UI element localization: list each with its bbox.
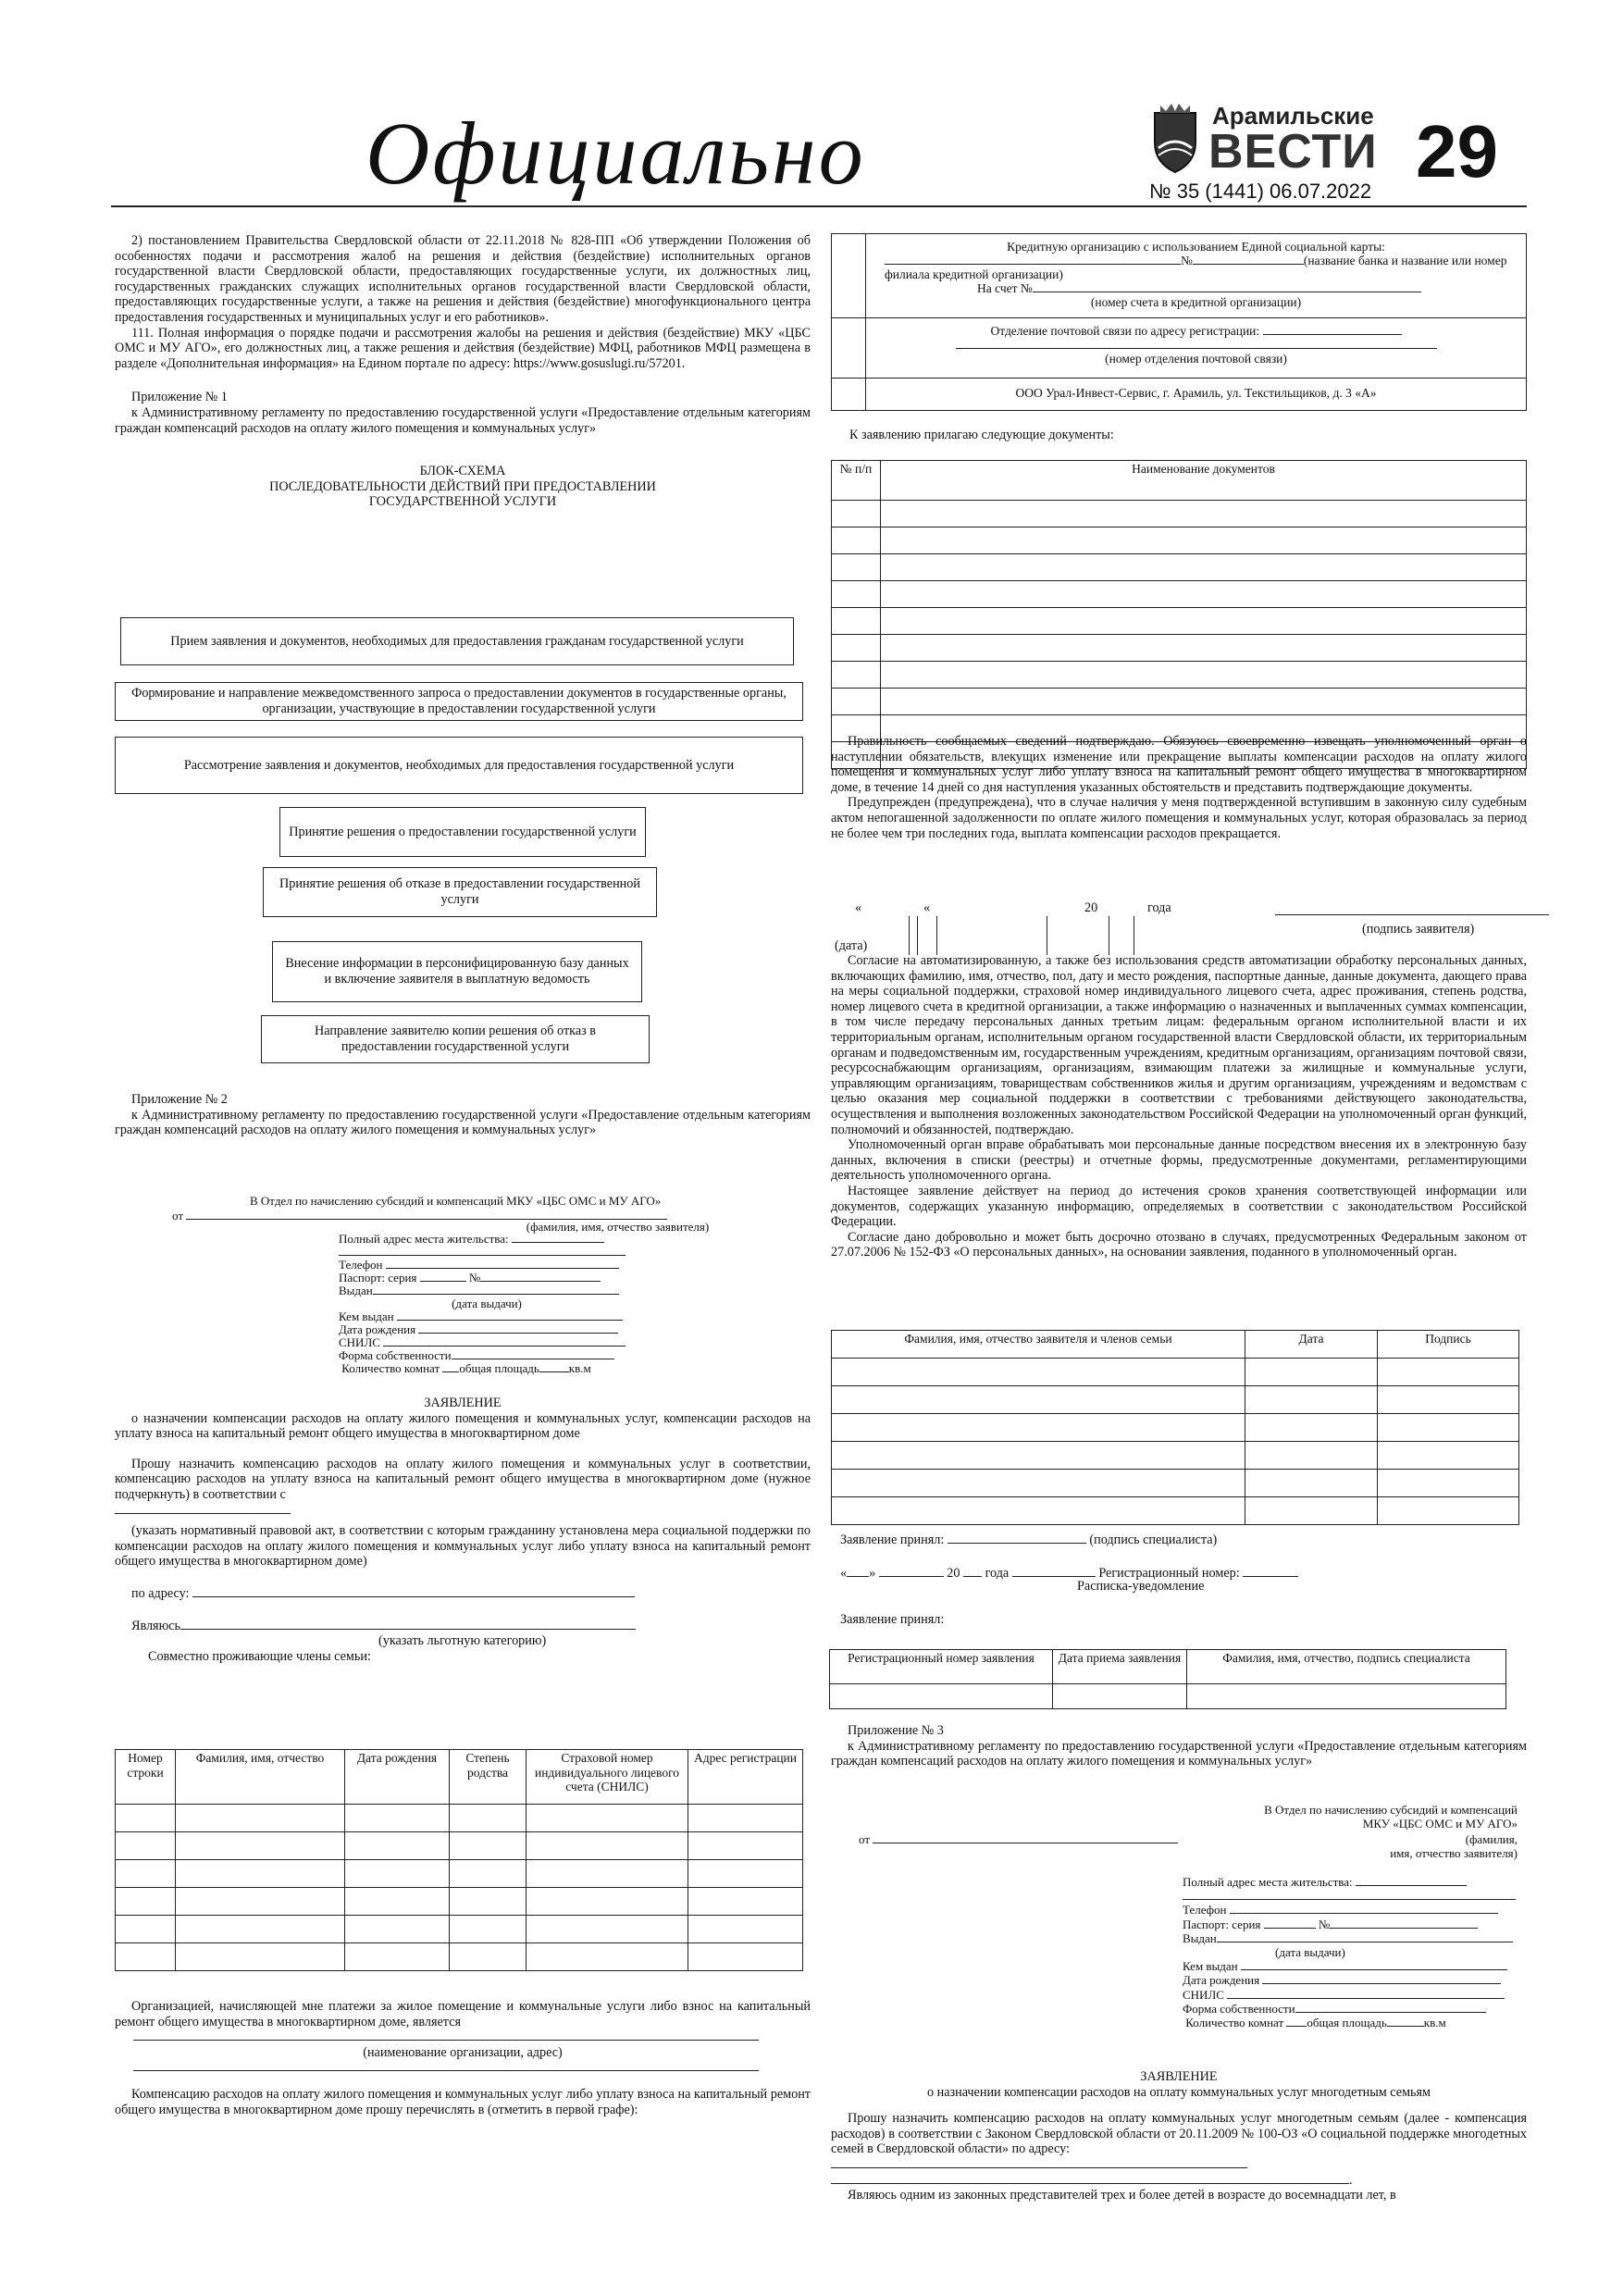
col-reg-date: Дата приема заявления <box>1053 1650 1187 1684</box>
consent-text-1: Согласие на автоматизированную, а также без использования средств автоматизации обработку персональных данных, включающих фамилию, имя, отчество, пол, дату и место рождения, паспортные данные, данные документа, дающего права на меры социальной поддержки, страховой номер индивидуального лицевого счета, адрес проживания, степень родства, номер лицевого счета в кредитной организации, а также информацию о назначенных и выплаченных суммах компенсации, в том числе передачу персональных данных третьим лицам: федеральным органом исполнительной власти и их территориальным органам, исполнительным органом государственной власти Свердловской области, их территориальным органам и подведомственным им, государственным учреждениям, кредитным организациям, организациям почтовой связи, ресурсоснабжающим организациям, организациям, взимающим платежи за жилищные и коммунальные услуги, управляющим организациям, товариществам собственников жилья и другим организациям, учреждениям и ведомствам с целью оказания мер социальной поддержки в соответствии с требованиями действующего законодательства, осуществления и выполнения возложенных законодательством Российской Федерации на уполномоченный орган функций, полномочий и обязанностей, подтверждаю. <box>831 953 1527 1137</box>
paragraph-decree: 2) постановлением Правительства Свердловской области от 22.11.2018 № 828-ПП «Об утверждении Положения об особенностях подачи и рассмотрения жалоб на решения и действия (бездействие) исполнительных органов государственной власти Свердловской области, предоставляющих государственные услуги, их должностных лиц, государственных гражданских служащих исполнительных органов государственной власти Свердловской области, предоставляющих государственные услуги, а также на решения и действия (бездействие) многофункционального центра предоставления государственных и муниципальных услуг и его работников». <box>115 233 811 325</box>
flow-box-3: Рассмотрение заявления и документов, необходимых для предоставления государственной услуги <box>115 737 803 794</box>
input-area-r[interactable] <box>1387 2026 1424 2027</box>
scheme-title-3: ГОСУДАРСТВЕННОЙ УСЛУГИ <box>368 494 557 510</box>
consent-text-4: Согласие дано добровольно и может быть досрочно отозвано в случаях, предусмотренных Федеральным законом от 27.07.2006 № 152-ФЗ «О персональных данных», на основании заявления, поданного в уполномоченный орган. <box>831 1229 1527 1260</box>
newspaper-logo <box>1147 100 1379 179</box>
label-passport-no-r: № <box>1318 1917 1331 1931</box>
input-phone-r[interactable] <box>1230 1913 1498 1914</box>
input-legal-act[interactable] <box>115 1513 291 1514</box>
col-birth: Дата рождения <box>345 1750 450 1805</box>
label-address-r: Полный адрес места жительства: <box>1183 1875 1353 1889</box>
spec-sign-hint: (подпись специалиста) <box>1089 1533 1218 1547</box>
table-row[interactable] <box>830 1684 1506 1709</box>
col-kinship: Степень родства <box>450 1750 527 1805</box>
bank-option <box>866 234 1527 318</box>
input-reg-extra[interactable] <box>1012 1576 1096 1577</box>
input-issued-by-r[interactable] <box>1241 1969 1507 1970</box>
scheme-title-1: БЛОК-СХЕМА <box>419 464 506 479</box>
consent-text-3: Настоящее заявление действует на период до истечения сроков хранения соответствующей информации или документов, содержащих указанную информацию, определяемых в соответствии с законодательством Российской Федерации. <box>831 1183 1527 1230</box>
checkbox-post[interactable] <box>832 318 866 379</box>
label-ownership-r: Форма собственности <box>1183 2001 1295 2016</box>
table-row[interactable] <box>832 635 1527 662</box>
accepted-label-2: Заявление принял: <box>840 1612 945 1627</box>
label-issued: Выдан <box>339 1284 373 1297</box>
statement-request-r: Прошу назначить компенсацию расходов на оплату коммунальных услуг многодетным семьям (далее - компенсация расходов) в соответствии с Законом Свердловской области от 20.11.2009 № 100-ОЗ «О социальной поддержке многодетных семей в Свердловской области» по адресу: <box>831 2111 1527 2157</box>
statement-title: ЗАЯВЛЕНИЕ <box>424 1396 502 1410</box>
confirm-block <box>831 734 1527 841</box>
input-rooms[interactable] <box>442 1371 459 1372</box>
accepted-label: Заявление принял: <box>840 1533 945 1547</box>
bank-no: № <box>1181 254 1193 267</box>
input-passport-series-r[interactable] <box>1264 1928 1316 1929</box>
accepted-line <box>840 1533 1217 1548</box>
label-passport-no: № <box>468 1271 481 1285</box>
flow-box-7: Направление заявителю копии решения об отказ в предоставлении государственной услуги <box>261 1015 650 1063</box>
label-snils-r: СНИЛС <box>1183 1987 1224 2002</box>
flow-box-1: Прием заявления и документов, необходимых для предоставления гражданам государственной услуги <box>120 617 794 665</box>
table-header-row <box>116 1750 803 1805</box>
col-registration: Адрес регистрации <box>688 1750 803 1805</box>
col-doc-no: № п/п <box>832 461 881 501</box>
documents-table <box>831 460 1527 769</box>
date-year: 20 <box>1084 900 1098 915</box>
last-line: Являюсь одним из законных представителей трех и более детей в возрасте до восемнадцати лет, в <box>848 2188 1396 2203</box>
cohabit-label: Совместно проживающие члены семьи: <box>148 1648 371 1664</box>
flow-box-5: Принятие решения об отказе в предоставлении государственной услуги <box>263 867 657 917</box>
input-passport-number-r[interactable] <box>1330 1928 1478 1929</box>
post-hint: (номер отделения почтовой связи) <box>1105 352 1287 366</box>
family-members-table <box>115 1749 803 1971</box>
legal-act-hint: (указать нормативный правовой акт, в соответствии с которым гражданину установлена мера социальной поддержки по компенсации расходов на оплату жилого помещения и коммунальных услуг либо уплату взноса на капитальный ремонт общего имущества в многоквартирном доме) <box>115 1523 811 1570</box>
label-phone-r: Телефон <box>1183 1903 1227 1917</box>
input-ownership-r[interactable] <box>1295 2012 1486 2013</box>
applicant-details-left <box>339 1233 635 1375</box>
payment-method-table <box>831 233 1527 411</box>
table-row[interactable] <box>832 1497 1519 1525</box>
input-issued-by[interactable] <box>397 1320 623 1321</box>
signature-line[interactable] <box>1275 914 1549 915</box>
label-passport: Паспорт: серия <box>339 1271 417 1285</box>
input-address-2[interactable] <box>339 1255 626 1256</box>
issue-date-hint: (дата выдачи) <box>452 1297 522 1310</box>
paragraph-111: 111. Полная информация о порядке подачи и рассмотрения жалобы на решения и действия (бездействие) МКУ «ЦБС ОМС и МУ АГО», его должностных лиц, а также решения и действия (бездействие) МФЦ, работников МФЦ размещена в разделе «Дополнительная информация» на Едином портале по адресу: https://www.gosuslugi.ru/57201. <box>115 325 811 371</box>
appendix2-title: Приложение № 2 <box>131 1092 228 1107</box>
statement-subtitle: о назначении компенсации расходов на оплату жилого помещения и коммунальных услуг, компенсации расходов на уплату взноса на капитальный ремонт общего имущества в многоквартирном доме <box>115 1410 811 1442</box>
label-being: Являюсь <box>131 1618 180 1633</box>
label-area: общая площадь <box>459 1361 539 1375</box>
table-row[interactable] <box>116 1888 803 1916</box>
input-org[interactable] <box>133 2040 759 2041</box>
label-birth: Дата рождения <box>339 1322 416 1336</box>
input-snils[interactable] <box>383 1346 626 1347</box>
logo-bottom-text: ВЕСТИ <box>1208 125 1378 179</box>
input-birth[interactable] <box>418 1333 618 1334</box>
input-org-2[interactable] <box>133 2070 759 2071</box>
col-fio: Фамилия, имя, отчество <box>176 1750 345 1805</box>
statement-title-r: ЗАЯВЛЕНИЕ <box>1140 2069 1218 2084</box>
label-passport-r: Паспорт: серия <box>1183 1917 1261 1931</box>
date-quote-2: « <box>923 900 931 915</box>
input-area[interactable] <box>539 1371 569 1372</box>
input-issued[interactable] <box>373 1294 619 1295</box>
sign-hint: (подпись заявителя) <box>1362 922 1475 937</box>
statement-request: Прошу назначить компенсацию расходов на оплату жилого помещения и коммунальных услуг в соответствии, компенсацию расходов на уплату взноса на капитальный ремонт общего имущества в многоквартирном доме (нужное подчеркнуть) в соответствии с <box>115 1456 811 1502</box>
statement-left <box>115 1396 811 1664</box>
scheme-title-2: ПОСЛЕДОВАТЕЛЬНОСТИ ДЕЙСТВИЙ ПРИ ПРЕДОСТАВЛЕНИИ <box>269 478 656 494</box>
date-hint: (дата) <box>835 938 868 953</box>
col-reg-no: Регистрационный номер заявления <box>830 1650 1053 1684</box>
from-line-right <box>859 1832 1178 1847</box>
receipt-title: Расписка-уведомление <box>1077 1579 1205 1594</box>
header-divider <box>111 205 1527 207</box>
table-row[interactable] <box>116 1805 803 1832</box>
org-option: ООО Урал-Инвест-Сервис, г. Арамиль, ул. Текстильщиков, д. 3 «А» <box>866 379 1527 411</box>
table-row[interactable] <box>832 1470 1519 1497</box>
label-snils: СНИЛС <box>339 1335 380 1349</box>
input-by-address[interactable] <box>192 1596 635 1597</box>
input-passport-number[interactable] <box>480 1281 601 1282</box>
page-number: 29 <box>1416 110 1498 192</box>
input-address-r2[interactable] <box>1183 1899 1516 1900</box>
input-post-2[interactable] <box>956 348 1437 349</box>
table-row[interactable] <box>832 662 1527 689</box>
checkbox-org[interactable] <box>832 379 866 411</box>
flow-box-4: Принятие решения о предоставлении государственной услуги <box>279 807 646 857</box>
date-box-2[interactable] <box>936 916 1047 955</box>
table-row[interactable] <box>832 554 1527 581</box>
registration-table <box>829 1649 1506 1709</box>
appendix3-text: к Административному регламенту по предоставлению государственной услуги «Предоставление отдельным категориям граждан компенсаций расходов на оплату жилого помещения и коммунальных услуг» <box>831 1738 1527 1769</box>
appendix1-text: к Административному регламенту по предоставлению государственной услуги «Предоставление отдельным категориям граждан компенсаций расходов на оплату жилого помещения и коммунальных услуг» <box>115 404 811 436</box>
org-block <box>115 1999 811 2117</box>
reg-quote-open: « <box>840 1566 848 1581</box>
input-reg-day[interactable] <box>847 1576 869 1577</box>
table-row[interactable] <box>832 501 1527 527</box>
table-row[interactable] <box>832 1442 1519 1470</box>
label-ownership: Форма собственности <box>339 1348 452 1362</box>
label-issued-by-r: Кем выдан <box>1183 1959 1238 1974</box>
issue-info: № 35 (1441) 06.07.2022 <box>1149 180 1372 203</box>
account-label: На счет № <box>977 281 1033 295</box>
col-reg-spec: Фамилия, имя, отчество, подпись специалиста <box>1187 1650 1506 1684</box>
fio-hint-right <box>1295 1832 1518 1860</box>
from-label-right: от <box>859 1832 871 1846</box>
label-issued-r: Выдан <box>1183 1930 1217 1945</box>
input-reg-month[interactable] <box>879 1576 944 1577</box>
table-row[interactable] <box>832 1414 1519 1442</box>
label-address: Полный адрес места жительства: <box>339 1232 509 1246</box>
bank-hint: (название банка и название или номер филиала кредитной организации) <box>885 254 1507 281</box>
input-post[interactable] <box>1263 334 1402 335</box>
input-phone[interactable] <box>386 1268 619 1269</box>
input-bank[interactable] <box>885 264 1181 265</box>
fio-hint-1: (фамилия, <box>1465 1832 1518 1846</box>
input-reg-number[interactable] <box>1243 1576 1298 1577</box>
label-issued-by: Кем выдан <box>339 1309 394 1323</box>
table-row[interactable] <box>116 1916 803 1943</box>
date-box-1[interactable] <box>909 916 918 955</box>
label-sqm-r: кв.м <box>1423 2016 1446 2030</box>
reg-year: 20 <box>947 1566 960 1581</box>
section-title: Официально <box>365 104 866 203</box>
label-birth-r: Дата рождения <box>1183 1973 1260 1988</box>
table-row[interactable] <box>832 581 1527 608</box>
date-box-3[interactable] <box>1109 916 1134 955</box>
table-row[interactable] <box>116 1943 803 1971</box>
col-sig-date: Дата <box>1245 1331 1378 1359</box>
coat-of-arms-icon <box>1147 100 1203 176</box>
label-by-address: по адресу: <box>131 1585 190 1601</box>
dept-address: В Отдел по начислению субсидий и компенсаций МКУ «ЦБС ОМС и МУ АГО» <box>250 1194 662 1208</box>
input-address-r[interactable] <box>1356 1885 1467 1886</box>
date-year-word: года <box>1147 900 1171 915</box>
consent-text-2: Уполномоченный орган вправе обрабатывать мои персональные данные посредством внесения их в электронную базу данных, включения в списки (реестры) и отчетные формы, предусмотренные документами, регламентирующими деятельность уполномоченного органа. <box>831 1137 1527 1184</box>
table-row[interactable] <box>832 1359 1519 1386</box>
table-row[interactable] <box>832 1386 1519 1414</box>
post-option <box>866 318 1527 379</box>
warned-text: Предупрежден (предупреждена), что в случае наличия у меня подтвержденной вступившим в законную силу судебным актом непогашенной задолженности по оплате жилого помещения и коммунальных услуг, которая образовалась за период не более чем три последних года, выплата компенсации расходов прекращается. <box>831 795 1527 841</box>
label-rooms: Количество комнат <box>341 1361 440 1375</box>
checkbox-bank[interactable] <box>832 234 866 318</box>
reg-year-word: года <box>985 1566 1010 1581</box>
post-line: Отделение почтовой связи по адресу регистрации: <box>990 324 1260 338</box>
input-reg-year[interactable] <box>963 1576 982 1577</box>
appendix2-block <box>115 1092 811 1138</box>
input-snils-r[interactable] <box>1227 1998 1505 1999</box>
label-rooms-r: Количество комнат <box>1185 2016 1284 2030</box>
input-accepted[interactable] <box>948 1543 1086 1544</box>
date-quote-open: « <box>855 900 862 915</box>
input-address-statement[interactable] <box>831 2167 1247 2168</box>
input-address-statement-2[interactable] <box>831 2183 1349 2184</box>
input-birth-r[interactable] <box>1262 1983 1501 1984</box>
reg-number-label: Регистрационный номер: <box>1098 1566 1240 1581</box>
col-doc-name: Наименование документов <box>881 461 1527 501</box>
table-row[interactable] <box>832 608 1527 635</box>
dept-line-1: В Отдел по начислению субсидий и компенсаций <box>1264 1803 1518 1817</box>
consent-block <box>831 953 1527 1260</box>
org-hint: (наименование организации, адрес) <box>363 2044 563 2060</box>
dept-address-right <box>1092 1803 1518 1831</box>
category-hint: (указать льготную категорию) <box>378 1633 547 1649</box>
dept-line-2: МКУ «ЦБС ОМС и МУ АГО» <box>1362 1817 1518 1831</box>
label-area-r: общая площадь <box>1307 2016 1387 2030</box>
input-rooms-r[interactable] <box>1286 2026 1307 2027</box>
flow-box-6: Внесение информации в персонифицированную базу данных и включение заявителя в выплатную ведомость <box>272 941 642 1002</box>
logo-top-text: Арамильские <box>1212 102 1374 130</box>
col-sig-fio: Фамилия, имя, отчество заявителя и членов семьи <box>832 1331 1245 1359</box>
statement-right: ЗАЯВЛЕНИЕ о назначении компенсации расходов на оплату коммунальных услуг многодетным семьям Прошу назначить компенсацию расходов на оплату коммунальных услуг многодетным семьям (далее - компенсация расходов) в соответствии с Законом Свердловской области от 20.11.2009 № 100-ОЗ «О социальной поддержке многодетных семей в Свердловской области» по адресу: . Являюсь одним из законных представителей трех и более детей в возрасте до восемнадцати лет, в <box>831 2069 1527 2203</box>
transfer-text: Компенсацию расходов на оплату жилого помещения и коммунальных услуг либо уплату взноса на капитальный ремонт общего имущества в многоквартирном доме прошу перечислять в (отметить в первой графе): <box>115 2086 811 2117</box>
input-passport-series[interactable] <box>420 1281 466 1282</box>
issue-date-hint-r: (дата выдачи) <box>1275 1945 1345 1960</box>
bank-line: Кредитную организацию с использованием Единой социальной карты: <box>1007 240 1385 254</box>
applicant-details-right <box>1183 1875 1521 2029</box>
appendix1-title: Приложение № 1 <box>131 390 228 405</box>
fio-hint-2: имя, отчество заявителя) <box>1390 1846 1518 1860</box>
table-row[interactable] <box>116 1832 803 1860</box>
statement-subtitle-r: о назначении компенсации расходов на оплату коммунальных услуг многодетным семьям <box>926 2084 1431 2100</box>
input-address[interactable] <box>512 1242 604 1243</box>
appendix3-title: Приложение № 3 <box>848 1723 944 1738</box>
table-row[interactable] <box>116 1860 803 1888</box>
appendix2-text: к Административному регламенту по предоставлению государственной услуги «Предоставление отдельным категориям граждан компенсаций расходов на оплату жилого помещения и коммунальных услуг» <box>115 1107 811 1138</box>
from-label: от <box>172 1209 184 1222</box>
label-phone: Телефон <box>339 1258 383 1272</box>
input-bank-no[interactable] <box>1193 264 1304 265</box>
col-sig-sign: Подпись <box>1378 1331 1519 1359</box>
reg-line <box>840 1566 1298 1582</box>
flow-box-2: Формирование и направление межведомственного запроса о предоставлении документов в государственные органы, организации, участвующие в предоставлении государственной услуги <box>115 682 803 721</box>
table-row[interactable] <box>832 527 1527 554</box>
family-signatures-table <box>831 1330 1519 1525</box>
table-row[interactable] <box>832 689 1527 715</box>
account-hint: (номер счета в кредитной организации) <box>1090 295 1302 309</box>
confirm-text: Правильность сообщаемых сведений подтверждаю. Обязуюсь своевременно извещать уполномоченный орган о наступлении обязательств, влекущих изменение или прекращение выплаты компенсации расходов на оплату жилого помещения и коммунальных услуг либо уплату взноса на капитальный ремонт общего имущества в многоквартирном доме, в течение 14 дней со дня наступления указанных обстоятельств и представить подтверждающие документы. <box>831 734 1527 795</box>
fio-hint: (фамилия, имя, отчество заявителя) <box>526 1220 710 1234</box>
label-sqm: кв.м <box>568 1361 591 1375</box>
left-column <box>115 233 811 510</box>
col-row-number: Номер строки <box>116 1750 176 1805</box>
col-snils: Страховой номер индивидуального лицевого счета (СНИЛС) <box>527 1750 688 1805</box>
input-category[interactable] <box>180 1629 636 1630</box>
docs-attached-label: К заявлению прилагаю следующие документы: <box>849 428 1114 442</box>
appendix3-block <box>831 1723 1527 1769</box>
reg-quote-close: » <box>869 1566 876 1581</box>
org-text: Организацией, начисляющей мне платежи за жилое помещение и коммунальные услуги либо взнос на капитальный ремонт общего имущества в многоквартирном доме, является <box>115 1999 811 2029</box>
